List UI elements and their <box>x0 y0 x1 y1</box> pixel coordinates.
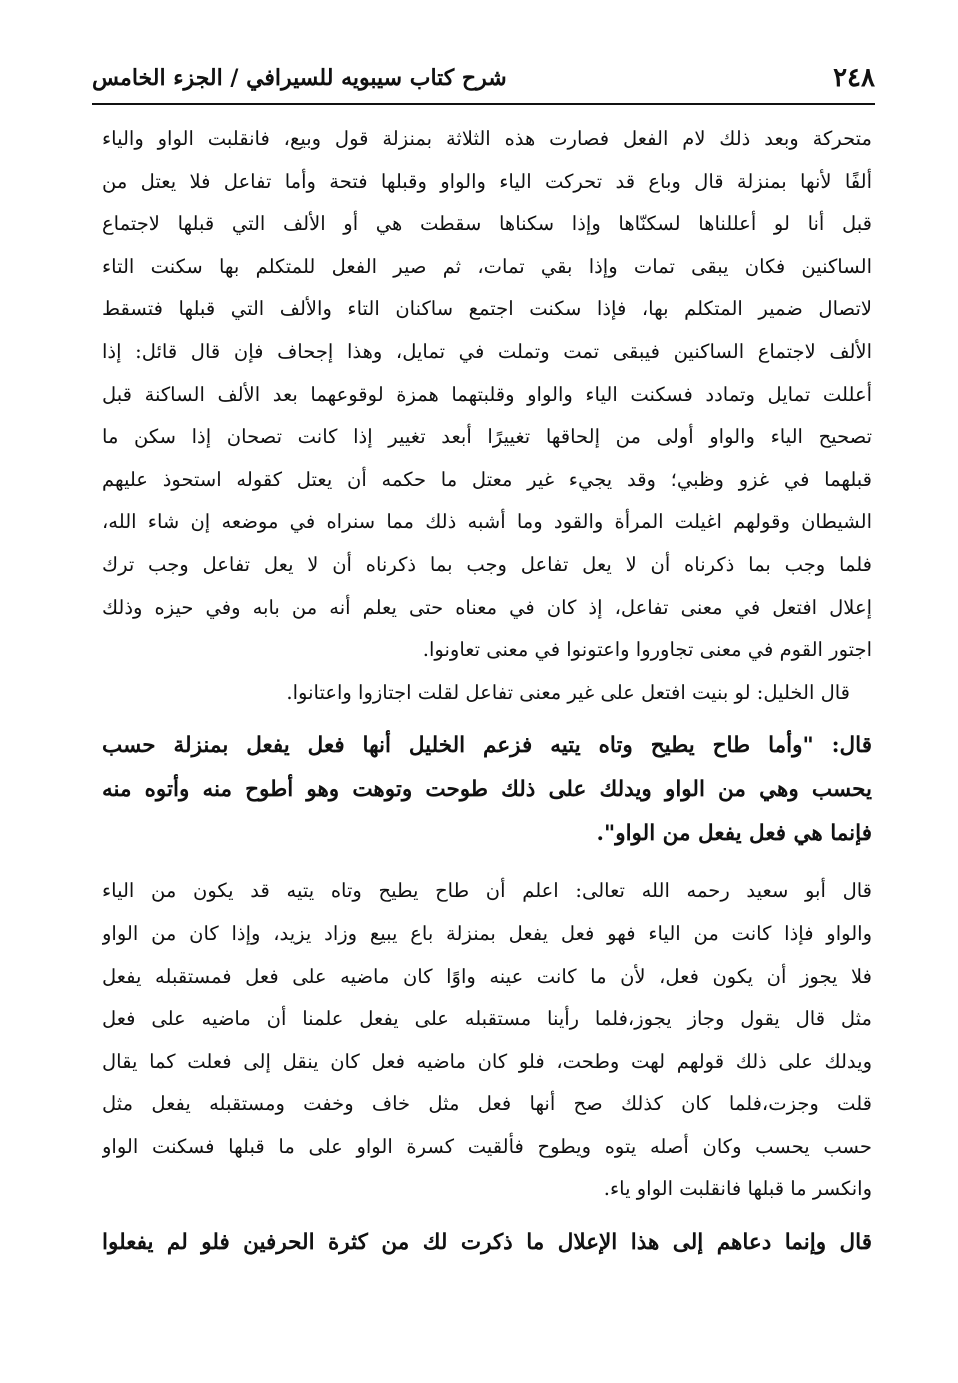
text-line: أعللت تمايل وتمادد فسكنت الياء والواو وقلبتهما همزة لوقوعهما بعد الألف الساكنة قبل <box>102 382 872 406</box>
page-body <box>102 118 872 1265</box>
text-line: الساكنين فكان يبقى تمات وإذا بقي تمات، ثم صير الفعل للمتكلم بها سكنت التاء <box>102 254 872 278</box>
text-line: تصحيح الياء والواو أولى من إلحاقها تغييرًا أبعد تغيير إذا كانت تصحان إذا سكن ما <box>102 425 872 449</box>
text-line: قلت وجزت،فلما كان كذلك صح أنها فعل مثل خاف وخفت ومستقبله يفعل مثل <box>102 1092 872 1116</box>
text-line: ألفًا لأنها بمنزلة قال وباع قد تحركت الياء والواو وقبلها فتحة وأما تفاعل فلا يعتل من <box>102 169 872 193</box>
quoted-passage-1 <box>102 724 872 856</box>
quoted-passage-2 <box>102 1221 872 1265</box>
running-title: شرح كتاب سيبويه للسيرافي / الجزء الخامس <box>92 65 507 91</box>
text-line: وانكسر ما قبلها فانقلبت الواو ياء. <box>603 1177 872 1201</box>
text-line: قال وإنما دعاهم إلى هذا الإعلال ما ذكرت لك من كثرة الحرفين فلو لم يفعلوا <box>102 1230 872 1256</box>
text-line: فلا يجوز أن يكون فعل، لأن ما كانت عينه واوًا كان ماضيه على فعل فمستقبله يفعل <box>102 964 872 988</box>
text-line: ويدلك على ذلك قولهم لهت وطحت، فلو كان ماضيه فعل كان ينقل إلى فعلت كما يقال <box>102 1049 872 1073</box>
text-line: قال: "وأما طاح يطيح وتاه يتيه فزعم الخليل أنها فعل يفعل بمنزلة حسب <box>102 733 872 759</box>
text-line: لاتصال ضمير المتكلم بها، فإذا سكنت اجتمع ساكنان التاء والألف التي قبلها فتسقط <box>102 297 872 321</box>
text-line: قبل أنا لو أعللناها لسكنّاها وإذا سكناها سقطت هي أو الألف التي قبلها لاجتماع <box>102 212 872 236</box>
text-line: متحركة وبعد ذلك لام الفعل فصارت هذه الثلاثة بمنزلة قول وبيع، فانقلبت الواو والياء <box>102 127 872 150</box>
text-line: قال أبو سعيد رحمه الله تعالى: اعلم أن طاح يطيح وتاه يتيه قد يكون من الياء <box>102 879 872 903</box>
text-line: الألف لاجتماع الساكنين فيبقى تمت وتملت في تمايل، وهذا إجحاف فإن قال قائل: إذا <box>102 339 872 363</box>
page-number: ٢٤٨ <box>833 63 875 93</box>
text-line: حسب يحسب وكان أصله يتوه ويطوح فألقيت كسرة الواو على ما قبلها فسكنت الواو <box>102 1134 872 1158</box>
text-line: مثل قال يقول وجاز يجوز،فلما رأينا مستقبله على يفعل علمنا أن ماضيه على فعل <box>102 1007 872 1031</box>
text-line: إعلال افتعل في معنى تفاعل، إذ كان في معناه حتى يعلم أنه من بابه وفي حيزه وذلك <box>102 595 872 619</box>
paragraph-3 <box>102 870 872 1211</box>
text-line: فإنما هي فعل يفعل من الواو". <box>596 821 872 847</box>
paragraph-1 <box>102 118 872 672</box>
text-line: قال الخليل: لو بنيت افتعل على غير معنى تفاعل لقلت اجتازوا واعتانوا. <box>286 680 850 704</box>
paragraph-2 <box>102 672 872 715</box>
page-header <box>92 62 875 102</box>
text-line: اجتور القوم في معنى تجاوروا واعتونوا في معنى تعاونوا. <box>422 638 872 662</box>
text-line: الشيطان وقولهم اغيلت المرأة والقود وما أشبه ذلك مما سنراه في موضعه إن شاء الله، <box>102 510 872 534</box>
text-line: يحسب وهي من الواو ويدلك على ذلك طوحت وتوهت وهو أطوح منه وأتوه منه <box>102 777 872 803</box>
header-divider <box>92 103 875 105</box>
text-line: قبلهما في غزو وظبي؛ وقد يجيء غير معتل ما حكمه أن يعتل كقوله استحوذ عليهم <box>102 467 872 491</box>
text-line: فلما وجب بما ذكرناه أن لا يعل تفاعل وجب بما ذكرناه أن لا يعل تفاعل وجب ترك <box>102 552 872 576</box>
text-line: والواو فإذا كانت من الياء فهو فعل يفعل بمنزلة باع يبيع وزاد يزيد، وإذا كان من الواو <box>102 921 872 945</box>
